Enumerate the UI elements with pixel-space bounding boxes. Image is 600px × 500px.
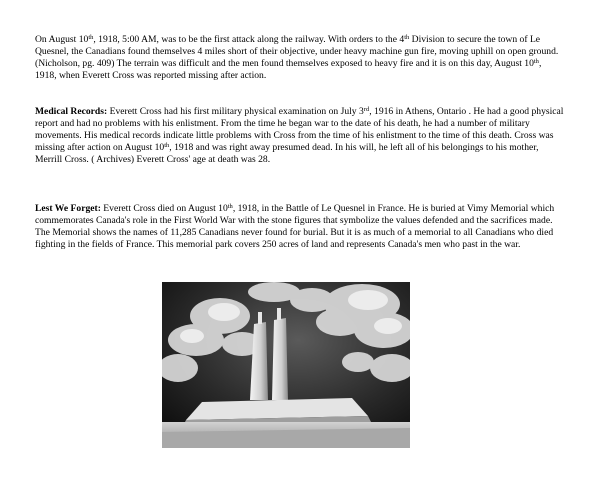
paragraph-medical-records — [35, 106, 565, 166]
superscript-ordinal: th — [164, 142, 170, 149]
paragraph2-text-3: , 1918 and was right away presumed dead. In his will, he left all of his belongings to his mother, Merrill Cross. ( Archives) Everett Cross' age at death was 28. — [35, 142, 539, 165]
paragraph2-text-2: , 1916 in Athens, Ontario . He had a good physical report and had no problems with his enlistment. From the time he began war to the date of his death, he had a number of military movements. His medical records indicate little problems with Cross from the time of his enlistment to the time of this death. Cross was missing after action on August 10 — [35, 106, 564, 153]
paragraph1-text-4: , 1918, when Everett Cross was reported missing after action. — [35, 58, 542, 81]
paragraph2-text-1: Everett Cross had his first military physical examination on July 3 — [107, 106, 364, 117]
vimy-memorial-photo — [162, 282, 410, 448]
paragraph-battle-account — [35, 34, 565, 82]
paragraph3-text-2: , 1918, in the Battle of Le Quesnel in France. He is buried at Vimy Memorial which commemorates Canada's role in the First World War with the stone figures that symbolize the values defended and the sacrifices made. The Memorial shows the names of 11,285 Canadians never found for burial. But it is as much of a memorial to all Canadians who died fighting in the fields of France. This memorial park covers 250 acres of land and represents Canada's men who past in the war. — [35, 203, 555, 250]
paragraph1-text-2: , 1918, 5:00 AM, was to be the first attack along the railway. With orders to the 4 — [93, 34, 405, 45]
paragraph1-text-1: On August 10 — [35, 34, 89, 45]
superscript-ordinal: th — [227, 203, 233, 210]
medical-records-heading: Medical Records: — [35, 106, 108, 117]
lest-we-forget-heading: Lest We Forget: — [35, 203, 101, 214]
superscript-ordinal: rd — [363, 106, 370, 113]
superscript-ordinal: th — [533, 58, 539, 65]
paragraph-lest-we-forget — [35, 203, 565, 251]
paragraph3-text-1: Everett Cross died on August 10 — [100, 203, 228, 214]
paragraph1-text-3: Division to secure the town of Le Quesnel, the Canadians found themselves 4 miles short of their objective, under heavy machine gun fire, moving uphill on open ground. (Nicholson, pg. 409) The terrain was difficult and the men found themselves exposed to heavy fire and it is on this day, August 10 — [35, 34, 559, 69]
vimy-memorial-illustration — [162, 282, 410, 448]
superscript-ordinal: th — [88, 34, 94, 41]
superscript-ordinal: th — [404, 34, 410, 41]
